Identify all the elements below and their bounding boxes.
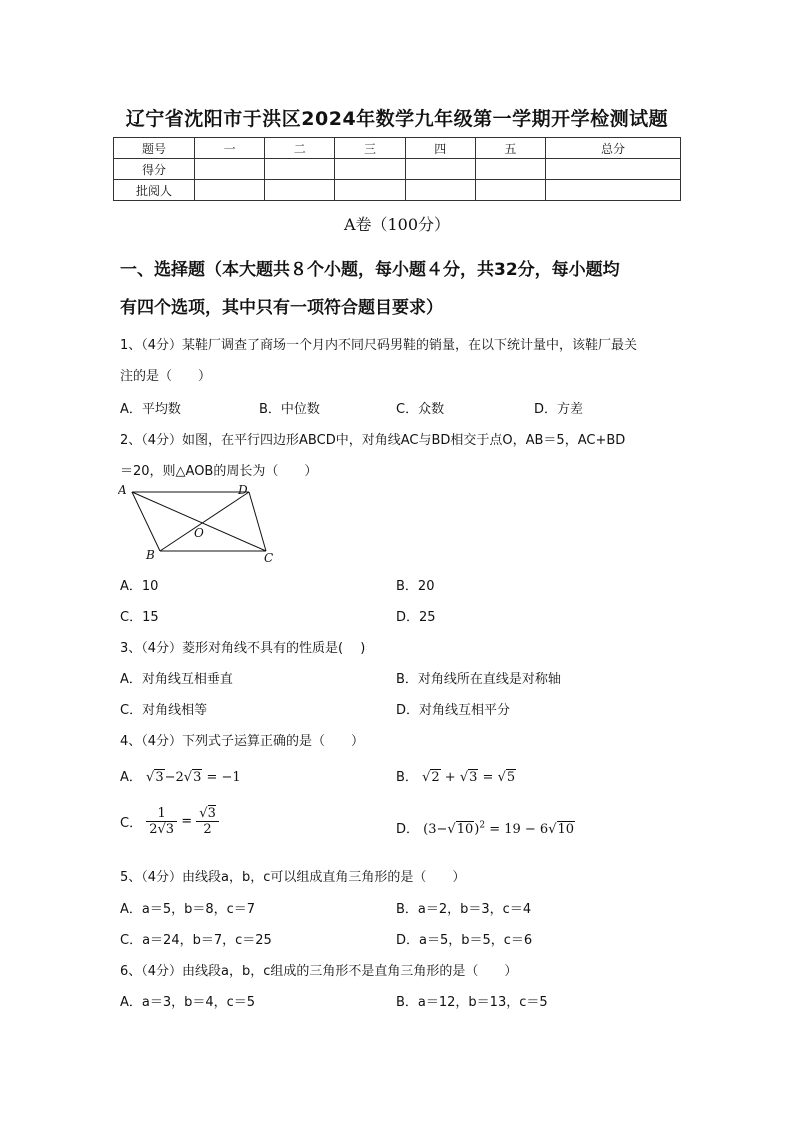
question-2-text: 2、（4分）如图，在平行四边形ABCD中，对角线AC与BD相交于点O，AB＝5，AC+BD (120, 433, 626, 448)
math-term: ) (474, 822, 480, 837)
question-6-option-b[interactable]: B．a＝12，b＝13，c＝5 (396, 995, 548, 1010)
radicand: 10 (456, 822, 474, 837)
question-3-option-a[interactable]: A．对角线互相垂直 (120, 672, 233, 687)
question-4-text: 4、（4分）下列式子运算正确的是（ ） (120, 734, 365, 749)
question-1-text: 1、（4分）某鞋厂调查了商场一个月内不同尺码男鞋的销量，在以下统计量中，该鞋厂最关 (120, 338, 638, 353)
question-2-option-b[interactable]: B．20 (396, 579, 435, 594)
question-4-option-b[interactable] (396, 766, 516, 785)
question-3-option-b[interactable]: B．对角线所在直线是对称轴 (396, 672, 561, 687)
table-header-cell: 总分 (546, 138, 681, 159)
math-term: −2 (164, 770, 184, 785)
side-dc (249, 492, 266, 551)
diagonal-bd (160, 492, 249, 551)
table-header-cell: 五 (475, 138, 545, 159)
table-header-cell: 三 (335, 138, 405, 159)
question-3-option-d[interactable]: D．对角线互相平分 (396, 703, 511, 718)
question-4-option-a[interactable] (120, 766, 241, 785)
question-2-option-c[interactable]: C．15 (120, 610, 159, 625)
score-cell[interactable] (475, 159, 545, 180)
question-1-option-a[interactable]: A．平均数 (120, 402, 181, 417)
grader-cell[interactable] (265, 180, 335, 201)
question-6-text: 6、（4分）由线段a，b，c组成的三角形不是直角三角形的是（ ） (120, 964, 518, 979)
math-term: (3− (423, 822, 448, 837)
question-1-option-d[interactable]: D．方差 (534, 402, 584, 417)
table-row (114, 180, 681, 201)
radicand: 5 (506, 770, 516, 785)
score-cell[interactable] (546, 159, 681, 180)
grader-cell[interactable] (335, 180, 405, 201)
part1-heading-line2: 有四个选项，其中只有一项符合题目要求） (120, 298, 443, 318)
denominator: 2 (203, 822, 212, 837)
question-6-option-a[interactable]: A．a＝3，b＝4，c＝5 (120, 995, 256, 1010)
table-header-cell: 二 (265, 138, 335, 159)
math-expression: $(3-√10)^2 = 19 - 6√10$ (423, 820, 575, 837)
question-5-option-a[interactable]: A．a＝5，b＝8，c＝7 (120, 902, 256, 917)
math-expression: √2 + √3 = √5 (422, 770, 516, 785)
label-a: A (118, 483, 127, 497)
question-5-option-d[interactable]: D．a＝5，b＝5，c＝6 (396, 933, 533, 948)
score-cell[interactable] (195, 159, 265, 180)
parallelogram-figure (118, 480, 288, 566)
math-term: = −1 (206, 770, 241, 785)
option-letter: A． (120, 770, 142, 785)
score-cell[interactable] (335, 159, 405, 180)
table-header-cell: 四 (405, 138, 475, 159)
denominator: 2√3 (149, 822, 175, 837)
question-3-text: 3、（4分）菱形对角线不具有的性质是( ) (120, 641, 366, 656)
numerator: 1 (146, 806, 177, 822)
math-term: + (444, 770, 456, 785)
row-label: 得分 (114, 159, 195, 180)
side-ab (132, 492, 160, 551)
score-table (113, 137, 681, 201)
question-1-option-c[interactable]: C．众数 (396, 402, 445, 417)
radicand: 3 (155, 770, 164, 785)
diagonal-ac (132, 492, 266, 551)
equals-sign: = (181, 814, 193, 829)
math-expression: √3−2√3 = −1 (146, 770, 241, 785)
label-d: D (238, 483, 248, 497)
question-5-text: 5、（4分）由线段a，b，c可以组成直角三角形的是（ ） (120, 870, 466, 885)
option-letter: D． (396, 822, 420, 837)
numerator: √3 (196, 806, 219, 822)
question-2-option-a[interactable]: A．10 (120, 579, 159, 594)
question-3-option-c[interactable]: C．对角线相等 (120, 703, 208, 718)
score-cell[interactable] (265, 159, 335, 180)
math-term: = 19 − 6 (489, 822, 549, 837)
radicand: 3 (207, 806, 216, 821)
question-1-option-b[interactable]: B．中位数 (259, 402, 320, 417)
score-cell[interactable] (405, 159, 475, 180)
table-row (114, 159, 681, 180)
label-o: O (194, 526, 204, 540)
table-header-cell: 一 (195, 138, 265, 159)
table-header-cell: 题号 (114, 138, 195, 159)
fraction-rhs (196, 806, 219, 837)
page-title: 辽宁省沈阳市于洪区2024年数学九年级第一学期开学检测试题 (125, 108, 669, 130)
label-b: B (146, 548, 155, 562)
radicand: 3 (193, 770, 202, 785)
option-letter: B． (396, 770, 418, 785)
math-term: = (482, 770, 494, 785)
exponent: 2 (479, 820, 486, 831)
question-5-option-c[interactable]: C．a＝24，b＝7，c＝25 (120, 933, 272, 948)
grader-cell[interactable] (405, 180, 475, 201)
section-a-title: A卷（100分） (343, 215, 451, 234)
label-c: C (264, 551, 274, 565)
grader-cell[interactable] (475, 180, 545, 201)
question-2-text: ＝20，则△AOB的周长为（ ） (120, 464, 318, 479)
option-letter: C． (120, 816, 143, 831)
radicand: 10 (557, 822, 575, 837)
table-row (114, 138, 681, 159)
question-4-option-c[interactable] (120, 806, 219, 837)
math-term: 2 (149, 822, 158, 837)
fraction-lhs (146, 806, 177, 837)
part1-heading-line1: 一、选择题（本大题共８个小题，每小题４分，共32分，每小题均 (120, 260, 620, 280)
grader-cell[interactable] (195, 180, 265, 201)
radicand: 2 (431, 770, 440, 785)
question-1-text: 注的是（ ） (120, 369, 212, 384)
question-4-option-d[interactable] (396, 818, 575, 837)
row-label: 批阅人 (114, 180, 195, 201)
radicand: 3 (165, 822, 175, 837)
radicand: 3 (469, 770, 478, 785)
grader-cell[interactable] (546, 180, 681, 201)
question-2-option-d[interactable]: D．25 (396, 610, 436, 625)
question-5-option-b[interactable]: B．a＝2，b＝3，c＝4 (396, 902, 532, 917)
